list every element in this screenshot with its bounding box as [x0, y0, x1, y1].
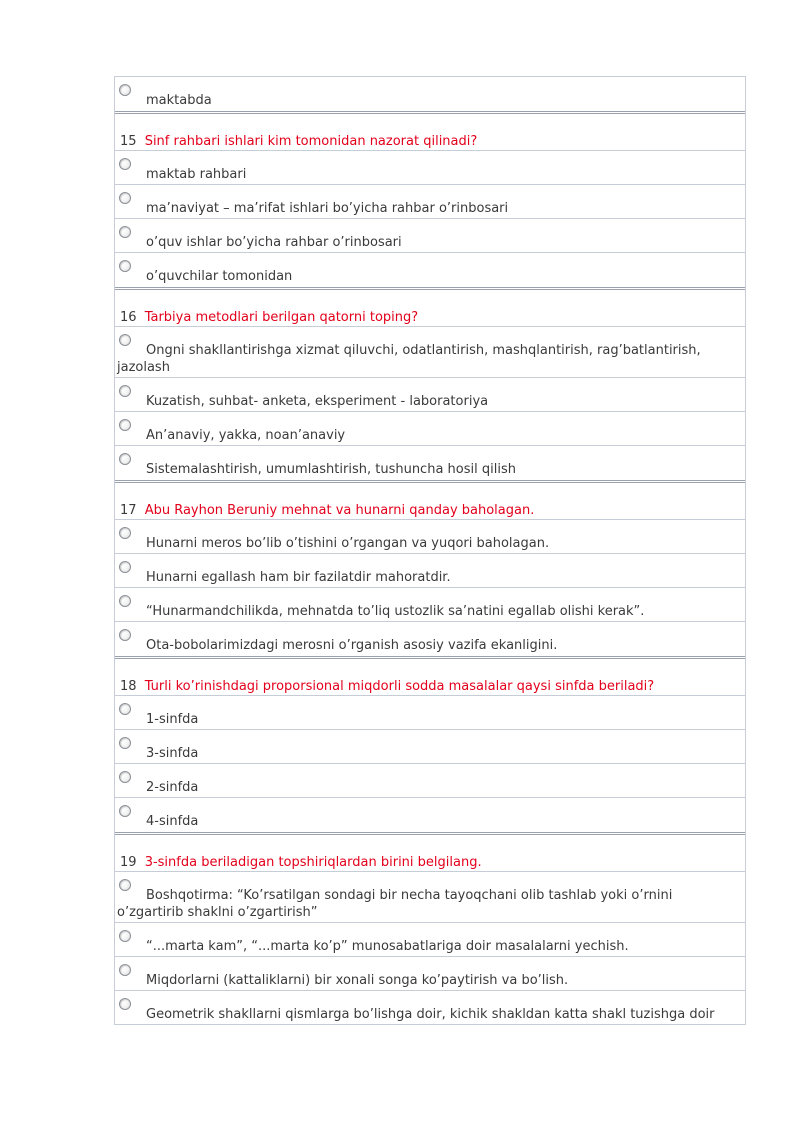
radio-button-icon[interactable]: [119, 629, 131, 641]
answer-option[interactable]: [115, 798, 745, 832]
answer-option[interactable]: [115, 446, 745, 480]
radio-button-icon[interactable]: [119, 419, 131, 431]
answer-text: o’quvchilar tomonidan: [146, 269, 293, 284]
question-19: [115, 832, 745, 1025]
answer-option[interactable]: [115, 327, 745, 378]
question-number: 17: [120, 503, 137, 518]
radio-button-icon[interactable]: [119, 964, 131, 976]
radio-button-icon[interactable]: [119, 527, 131, 539]
answer-text: Hunarni egallash ham bir fazilatdir mahoratdir.: [146, 570, 451, 585]
question-header: [115, 835, 745, 872]
question-number: 15: [120, 134, 137, 149]
question-header: [115, 114, 745, 151]
answer-option[interactable]: [115, 730, 745, 764]
question-17: [115, 480, 745, 656]
radio-button-icon[interactable]: [119, 595, 131, 607]
answer-option[interactable]: [115, 622, 745, 656]
answer-option[interactable]: [115, 77, 745, 111]
answer-option[interactable]: [115, 957, 745, 991]
question-text: Tarbiya metodlari berilgan qatorni toping?: [144, 310, 419, 325]
question-text: 3-sinfda beriladigan topshiriqlardan birini belgilang.: [144, 855, 482, 870]
radio-button-icon[interactable]: [119, 771, 131, 783]
radio-button-icon[interactable]: [119, 930, 131, 942]
question-text: Sinf rahbari ishlari kim tomonidan nazorat qilinadi?: [144, 134, 478, 149]
answer-text: Kuzatish, suhbat- anketa, eksperiment - laboratoriya: [146, 394, 489, 409]
answer-text: “...marta kam”, “...marta ko’p” munosabatlariga doir masalalarni yechish.: [146, 939, 629, 954]
radio-button-icon[interactable]: [119, 260, 131, 272]
answer-text: 2-sinfda: [146, 780, 199, 795]
answer-text: maktabda: [146, 93, 212, 108]
answer-option[interactable]: [115, 554, 745, 588]
radio-button-icon[interactable]: [119, 158, 131, 170]
answer-text: Geometrik shakllarni qismlarga bo’lishga doir, kichik shakldan katta shakl tuzishga doir: [146, 1007, 715, 1022]
answer-option[interactable]: [115, 253, 745, 287]
question-text: Abu Rayhon Beruniy mehnat va hunarni qanday baholagan.: [144, 503, 535, 518]
radio-button-icon[interactable]: [119, 805, 131, 817]
radio-button-icon[interactable]: [119, 737, 131, 749]
answer-option[interactable]: [115, 412, 745, 446]
radio-button-icon[interactable]: [119, 998, 131, 1010]
radio-button-icon[interactable]: [119, 84, 131, 96]
answer-option[interactable]: [115, 588, 745, 622]
question-16: [115, 287, 745, 480]
radio-button-icon[interactable]: [119, 453, 131, 465]
answer-text: An’anaviy, yakka, noan’anaviy: [146, 428, 346, 443]
answer-text: 1-sinfda: [146, 712, 199, 727]
answer-text: Ongni shakllantirishga xizmat qiluvchi, odatlantirish, mashqlantirish, rag’batlantirish, jazolash: [117, 343, 701, 375]
question-header: [115, 483, 745, 520]
answer-option[interactable]: [115, 378, 745, 412]
answer-text: maktab rahbari: [146, 167, 247, 182]
answer-option[interactable]: [115, 219, 745, 253]
answer-option[interactable]: [115, 151, 745, 185]
answer-option[interactable]: [115, 872, 745, 923]
answer-option[interactable]: [115, 991, 745, 1025]
answer-option[interactable]: [115, 520, 745, 554]
radio-button-icon[interactable]: [119, 226, 131, 238]
answer-option[interactable]: [115, 185, 745, 219]
radio-button-icon[interactable]: [119, 561, 131, 573]
answer-text: Sistemalashtirish, umumlashtirish, tushuncha hosil qilish: [146, 462, 516, 477]
answer-text: Ota-bobolarimizdagi merosni o’rganish asosiy vazifa ekanligini.: [146, 638, 558, 653]
answer-option[interactable]: [115, 923, 745, 957]
question-number: 16: [120, 310, 137, 325]
answer-text: Miqdorlarni (kattaliklarni) bir xonali songa ko’paytirish va bo’lish.: [146, 973, 569, 988]
question-18: [115, 656, 745, 832]
answer-text: o’quv ishlar bo’yicha rahbar o’rinbosari: [146, 235, 402, 250]
answer-text: “Hunarmandchilikda, mehnatda to’liq ustozlik sa’natini egallab olishi kerak”.: [146, 604, 645, 619]
answer-option[interactable]: [115, 764, 745, 798]
radio-button-icon[interactable]: [119, 192, 131, 204]
question-text: Turli ko’rinishdagi proporsional miqdorli sodda masalalar qaysi sinfda beriladi?: [144, 679, 655, 694]
question-number: 19: [120, 855, 137, 870]
answer-text: ma’naviyat – ma’rifat ishlari bo’yicha rahbar o’rinbosari: [146, 201, 509, 216]
quiz-sheet: [114, 76, 746, 1025]
radio-button-icon[interactable]: [119, 703, 131, 715]
answer-text: Boshqotirma: “Ko’rsatilgan sondagi bir necha tayoqchani olib tashlab yoki o’rnini o’zgartirib shaklni o’zgartirish”: [117, 888, 673, 920]
question-number: 18: [120, 679, 137, 694]
answer-text: 4-sinfda: [146, 814, 199, 829]
radio-button-icon[interactable]: [119, 385, 131, 397]
question-15: [115, 111, 745, 287]
answer-option[interactable]: [115, 696, 745, 730]
question-14-fragment: [115, 76, 745, 111]
question-header: [115, 659, 745, 696]
question-header: [115, 290, 745, 327]
answer-text: Hunarni meros bo’lib o’tishini o’rgangan va yuqori baholagan.: [146, 536, 550, 551]
answer-text: 3-sinfda: [146, 746, 199, 761]
